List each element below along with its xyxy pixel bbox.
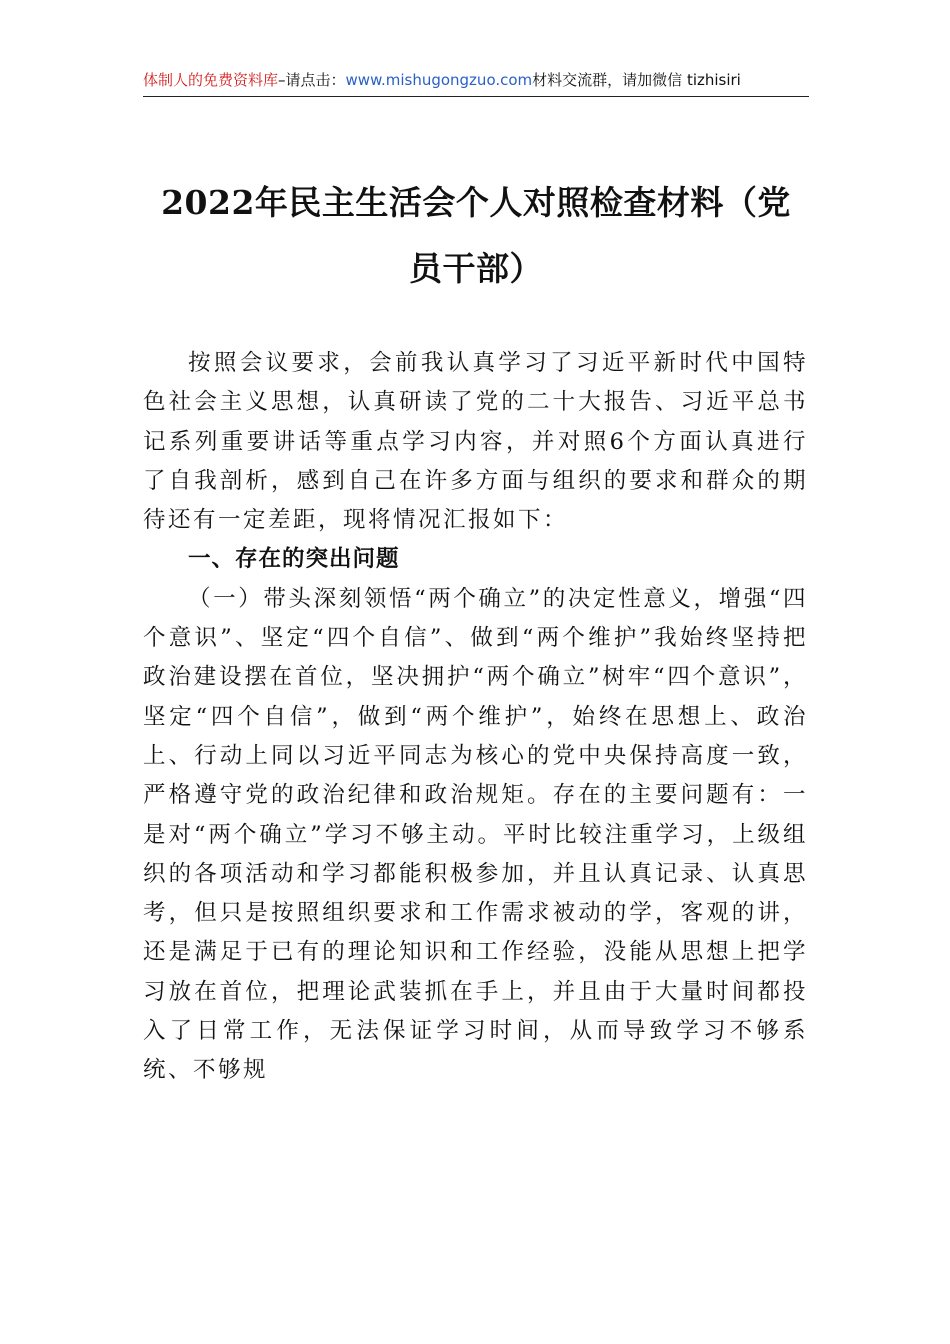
document-body xyxy=(143,344,808,1091)
header-suffix: 材料交流群，请加微信 tizhisiri xyxy=(532,71,741,89)
document-title xyxy=(143,170,809,302)
title-line-2: 员干部） xyxy=(409,249,543,288)
header-brand: 体制人的免费资料库 xyxy=(143,71,279,89)
section-1-item-1-paragraph xyxy=(143,580,808,1091)
section-1-heading: 一、存在的突出问题 xyxy=(188,546,400,573)
header-url-link[interactable]: www.mishugongzuo.com xyxy=(345,71,533,89)
title-line-1: 2022年民主生活会个人对照检查材料（党 xyxy=(161,183,791,222)
header-prompt: –请点击： xyxy=(278,71,346,89)
item-1-heading: （一）带头深刻领悟“两个确立”的决定性意义，增强“四个意识”、坚定“四个自信”、做到“两个维护” xyxy=(143,585,808,652)
intro-paragraph: 按照会议要求，会前我认真学习了习近平新时代中国特色社会主义思想，认真研读了党的二十大报告、习近平总书记系列重要讲话等重点学习内容，并对照6个方面认真进行了自我剖析，感到自己在许多方面与组织的要求和群众的期待还有一定差距，现将情况汇报如下： xyxy=(143,350,808,534)
page-header xyxy=(143,66,809,97)
item-1-body: 我始终坚持把政治建设摆在首位，坚决拥护“两个确立”树牢“四个意识”，坚定“四个自信”，做到“两个维护”，始终在思想上、政治上、行动上同以习近平同志为核心的党中央保持高度一致，严格遵守党的政治纪律和政治规矩。存在的主要问题有：一是对“两个确立”学习不够主动。平时比较注重学习，上级组织的各项活动和学习都能积极参加，并且认真记录、认真思考，但只是按照组织要求和工作需求被动的学，客观的讲，还是满足于已有的理论知识和工作经验，没能从思想上把学习放在首位，把理论武装抓在手上，并且由于大量时间都投入了日常工作，无法保证学习时间，从而导致学习不够系统、不够规 xyxy=(143,625,808,1084)
